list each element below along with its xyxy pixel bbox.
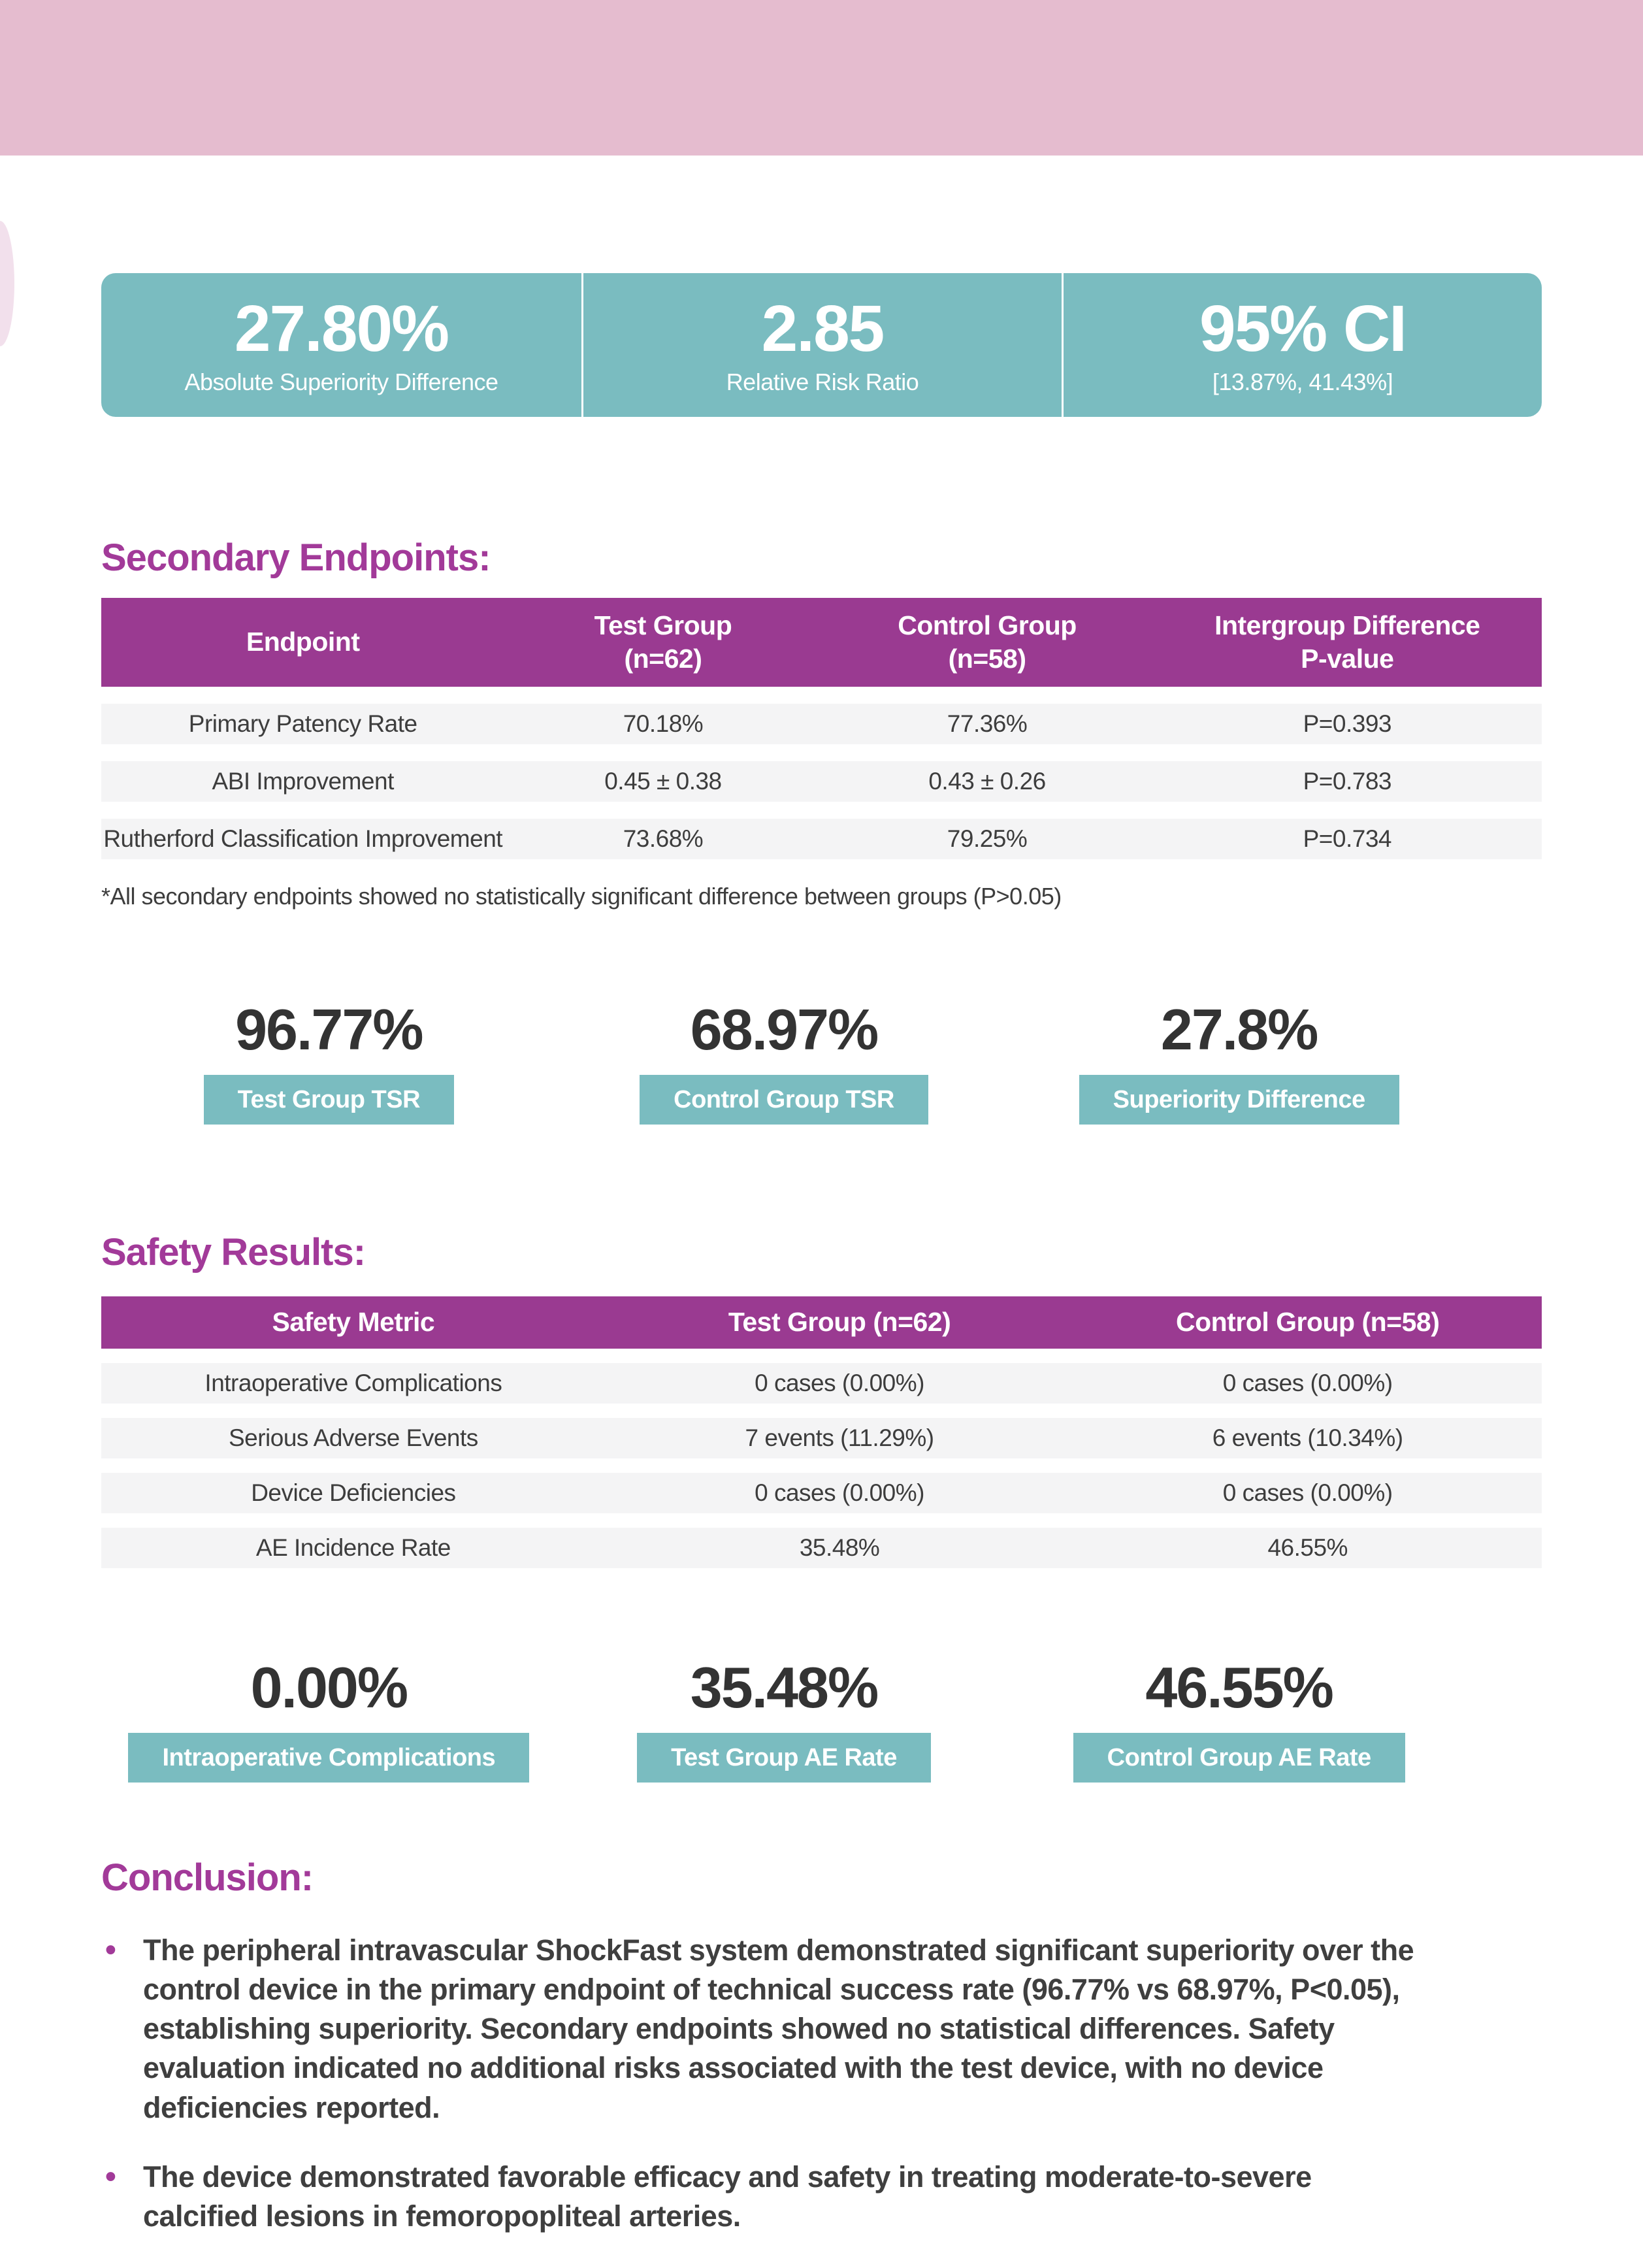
cell-control-group: 0.43 ± 0.26 (928, 768, 1046, 795)
conclusion-heading: Conclusion: (101, 1856, 314, 1899)
cell-metric: AE Incidence Rate (255, 1534, 451, 1561)
header-line: Test Group (594, 610, 732, 640)
stat-badge: Control Group AE Rate (1073, 1733, 1405, 1783)
stat-control-group-tsr (557, 998, 1012, 1125)
secondary-endpoints-footnote: *All secondary endpoints showed no statistically significant difference between groups (P>0.05) (101, 883, 1062, 910)
bullet-text: The device demonstrated favorable efficacy and safety in treating moderate-to-severe calcified lesions in femoropopliteal arteries. (143, 2160, 1312, 2233)
stat-control-group-ae-rate (1011, 1656, 1467, 1783)
stat-badge: Superiority Difference (1079, 1075, 1399, 1125)
header-line: P-value (1301, 644, 1394, 674)
stat-badge: Control Group TSR (640, 1075, 928, 1125)
cell-test-group: 0.45 ± 0.38 (604, 768, 722, 795)
stat-test-group-ae-rate (557, 1656, 1012, 1783)
stat-value: 27.80% (234, 291, 449, 365)
cell-control-group: 0 cases (0.00%) (1222, 1369, 1393, 1396)
cell-test-group: 0 cases (0.00%) (755, 1479, 924, 1506)
summary-stat-superiority (101, 273, 581, 417)
header-line: (n=62) (624, 644, 702, 674)
report-body (0, 273, 1643, 2237)
cell-test-group: 70.18% (623, 710, 704, 737)
header-line: Endpoint (246, 627, 360, 657)
secondary-endpoints-heading: Secondary Endpoints: (101, 536, 491, 579)
conclusion-bullet (101, 1931, 1414, 2128)
header-pink-band (0, 0, 1643, 156)
stat-superiority-difference (1011, 998, 1467, 1125)
cell-endpoint: Rutherford Classification Improvement (103, 825, 503, 852)
cell-pvalue: P=0.783 (1303, 768, 1391, 795)
cell-metric: Serious Adverse Events (228, 1424, 478, 1451)
stat-badge: Test Group TSR (204, 1075, 454, 1125)
cell-metric: Device Deficiencies (251, 1479, 456, 1506)
stat-value: 96.77% (235, 997, 423, 1062)
safety-results-heading: Safety Results: (101, 1230, 366, 1274)
header-line: Intergroup Difference (1214, 610, 1480, 640)
cell-control-group: 77.36% (947, 710, 1028, 737)
summary-stat-confidence-interval (1062, 273, 1542, 417)
conclusion-bullet (101, 2158, 1414, 2237)
header-line: (n=58) (948, 644, 1026, 674)
header-line: Control Group (898, 610, 1077, 640)
table-row (101, 1418, 1542, 1458)
summary-stat-risk-ratio (581, 273, 1062, 417)
stat-label: Relative Risk Ratio (726, 368, 919, 395)
cell-test-group: 7 events (11.29%) (745, 1424, 934, 1451)
stat-value: 35.48% (690, 1654, 878, 1720)
stat-value: 95% CI (1199, 291, 1406, 365)
column-header-test-group: Test Group (n=62) (728, 1307, 951, 1338)
column-header-pvalue (1153, 609, 1542, 676)
stat-value: 0.00% (250, 1654, 408, 1720)
column-header-control-group (821, 609, 1152, 676)
cell-control-group: 0 cases (0.00%) (1222, 1479, 1393, 1506)
ae-stats-row (101, 1656, 1467, 1783)
summary-stat-bar (101, 273, 1542, 417)
cell-control-group: 6 events (10.34%) (1212, 1424, 1403, 1451)
cell-control-group: 46.55% (1267, 1534, 1348, 1561)
cell-test-group: 0 cases (0.00%) (755, 1369, 924, 1396)
stat-label: [13.87%, 41.43%] (1212, 368, 1393, 395)
table-header-row (101, 1296, 1542, 1349)
conclusion-bullet-list (101, 1931, 1414, 2237)
stat-value: 2.85 (761, 291, 884, 365)
safety-results-table (101, 1296, 1542, 1568)
table-header-row (101, 598, 1542, 687)
cell-test-group: 35.48% (799, 1534, 880, 1561)
cell-control-group: 79.25% (947, 825, 1028, 852)
column-header-control-group: Control Group (n=58) (1175, 1307, 1440, 1338)
stat-value: 27.8% (1160, 997, 1318, 1062)
stat-value: 68.97% (690, 997, 878, 1062)
cell-metric: Intraoperative Complications (204, 1369, 502, 1396)
cell-endpoint: Primary Patency Rate (188, 710, 417, 737)
stat-label: Absolute Superiority Difference (184, 368, 498, 395)
stat-badge: Intraoperative Complications (128, 1733, 529, 1783)
cell-pvalue: P=0.734 (1303, 825, 1391, 852)
column-header-endpoint (101, 625, 504, 659)
table-row (101, 1473, 1542, 1513)
secondary-endpoints-table (101, 598, 1542, 859)
table-row (101, 1363, 1542, 1404)
column-header-test-group (504, 609, 821, 676)
cell-test-group: 73.68% (623, 825, 704, 852)
table-row (101, 761, 1542, 802)
table-row (101, 819, 1542, 859)
stat-test-group-tsr (101, 998, 557, 1125)
stat-badge: Test Group AE Rate (637, 1733, 931, 1783)
stat-value: 46.55% (1145, 1654, 1333, 1720)
table-row (101, 704, 1542, 744)
cell-endpoint: ABI Improvement (212, 768, 394, 795)
cell-pvalue: P=0.393 (1303, 710, 1391, 737)
bullet-text: The peripheral intravascular ShockFast system demonstrated significant superiority over the control device in the primary endpoint of technical success rate (96.77% vs 68.97%, P<0.05), establishing superiority. Secondary endpoints showed no statistical differences. Safety evaluation indicated no additional risks associated with the test device, with no device deficiencies reported. (143, 1933, 1414, 2124)
tsr-stats-row (101, 998, 1467, 1125)
stat-intraoperative-complications (101, 1656, 557, 1783)
column-header-safety-metric: Safety Metric (272, 1307, 435, 1338)
table-row (101, 1528, 1542, 1568)
